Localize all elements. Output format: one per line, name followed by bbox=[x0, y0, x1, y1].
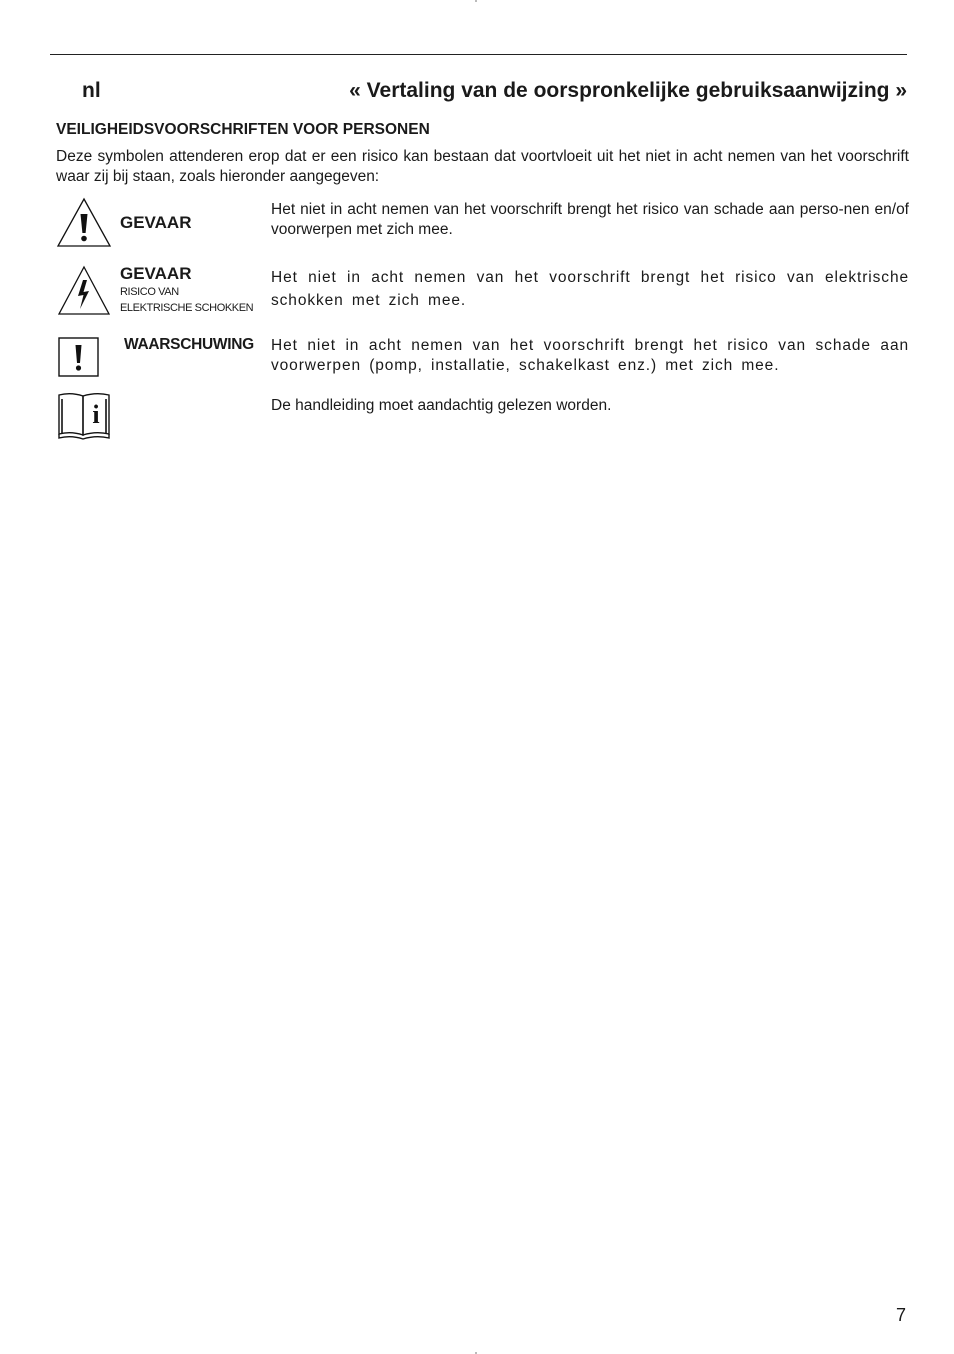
page-title: « Vertaling van de oorspronkelijke gebruiksaanwijzing » bbox=[349, 79, 907, 102]
symbol-sublabel: RISICO VAN bbox=[120, 286, 179, 298]
language-code: nl bbox=[82, 79, 101, 102]
section-intro: Deze symbolen attenderen erop dat er een risico kan bestaan dat voortvloeit uit het niet in acht nemen van het voorschrift waar zij bij staan, zoals hieronder aangegeven: bbox=[56, 148, 909, 185]
caution-square-exclamation-icon bbox=[56, 336, 102, 380]
symbol-description: Het niet in acht nemen van het voorschrift brengt het risico van schade aan perso-nen en/of voorwerpen met zich mee. bbox=[271, 201, 909, 238]
section-heading: VEILIGHEIDSVOORSCHRIFTEN VOOR PERSONEN bbox=[56, 121, 430, 138]
symbol-description: De handleiding moet aandachtig gelezen worden. bbox=[271, 397, 612, 414]
header-rule bbox=[50, 54, 907, 55]
symbol-description: Het niet in acht nemen van het voorschrift brengt het risico van elektrische schokken met zich mee. bbox=[271, 269, 909, 309]
symbol-description-text: Het niet in acht nemen van het voorschrift brengt het risico van schade aan voorwerpen (pomp, installatie, schakelkast enz.) met zich mee. bbox=[271, 337, 909, 374]
manual-book-info-icon bbox=[56, 391, 112, 441]
scan-mark-top bbox=[475, 0, 477, 2]
symbol-description bbox=[271, 336, 909, 376]
electric-shock-triangle-icon bbox=[56, 264, 112, 316]
symbol-label: GEVAAR bbox=[120, 264, 192, 283]
symbol-sublabel: ELEKTRISCHE SCHOKKEN bbox=[120, 302, 254, 314]
symbol-label: GEVAAR bbox=[120, 213, 192, 232]
symbol-label: WAARSCHUWING bbox=[124, 336, 254, 353]
svg-text:i: i bbox=[92, 400, 100, 429]
page-number: 7 bbox=[895, 1305, 906, 1325]
warning-triangle-exclamation-icon bbox=[56, 197, 112, 249]
